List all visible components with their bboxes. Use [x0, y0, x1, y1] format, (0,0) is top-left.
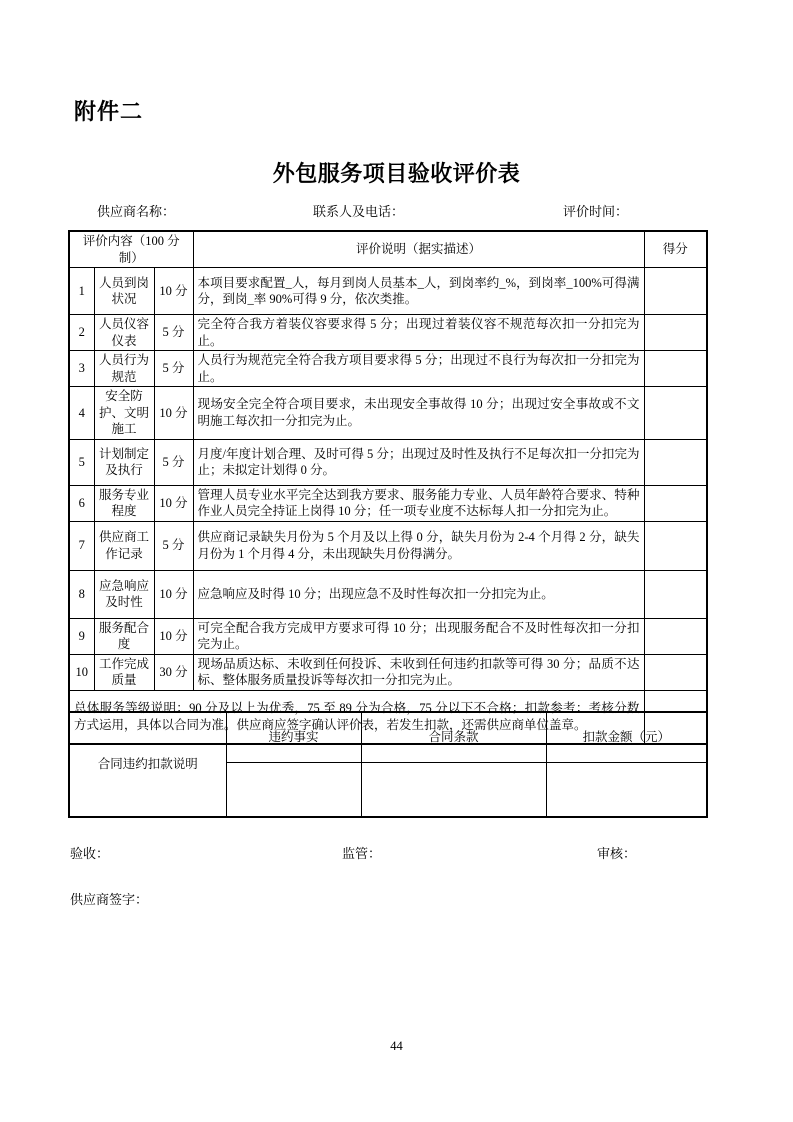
signature-supervision-label: 监管： — [342, 846, 382, 861]
row-number: 1 — [69, 268, 94, 315]
item-name: 服务配合度 — [94, 618, 154, 654]
header-description: 评价说明（据实描述） — [193, 231, 644, 268]
table-row — [69, 570, 707, 618]
item-description: 人员行为规范完全符合我方项目要求得 5 分；出现过不良行为每次扣一分扣完为止。 — [193, 351, 644, 387]
item-description: 现场安全完全符合项目要求，未出现安全事故得 10 分；出现过安全事故或不文明施工每次扣一分扣完为止。 — [193, 387, 644, 440]
row-number: 7 — [69, 521, 94, 570]
item-points: 30 分 — [154, 654, 193, 690]
header-content: 评价内容（100 分制） — [69, 231, 193, 268]
item-points: 5 分 — [154, 439, 193, 485]
evaluation-time-label: 评价时间： — [563, 204, 629, 219]
item-points: 10 分 — [154, 570, 193, 618]
item-name: 人员仪容仪表 — [94, 315, 154, 351]
row-number: 2 — [69, 315, 94, 351]
row-number: 10 — [69, 654, 94, 690]
row-number: 8 — [69, 570, 94, 618]
item-points: 5 分 — [154, 521, 193, 570]
supplier-name-label: 供应商名称： — [97, 204, 176, 219]
item-points: 10 分 — [154, 485, 193, 521]
table-row — [69, 439, 707, 485]
item-name: 计划制定及执行 — [94, 439, 154, 485]
table-row — [69, 618, 707, 654]
item-name: 安全防护、文明施工 — [94, 387, 154, 440]
item-name: 应急响应及时性 — [94, 570, 154, 618]
supplier-signature-label: 供应商签字： — [70, 892, 149, 907]
penalty-header-violation: 违约事实 — [226, 712, 361, 762]
score-cell — [644, 618, 707, 654]
signature-acceptance-label: 验收： — [70, 846, 110, 861]
evaluation-table — [68, 230, 708, 745]
summary-note: 总体服务等级说明：90 分及以上为优秀，75 至 89 分为合格，75 分以下不合格；扣款参考：考核分数方式运用，具体以合同为准。供应商应签字确认评价表，若发生扣款，还需供应商单位盖章。 — [69, 690, 644, 744]
penalty-cell-amount — [546, 762, 707, 817]
penalty-table — [68, 711, 708, 818]
item-description: 可完全配合我方完成甲方要求可得 10 分；出现服务配合不及时性每次扣一分扣完为止。 — [193, 618, 644, 654]
row-number: 4 — [69, 387, 94, 440]
item-name: 供应商工作记录 — [94, 521, 154, 570]
item-description: 供应商记录缺失月份为 5 个月及以上得 0 分，缺失月份为 2-4 个月得 2 分，缺失月份为 1 个月得 4 分，未出现缺失月份得满分。 — [193, 521, 644, 570]
item-description: 管理人员专业水平完全达到我方要求、服务能力专业、人员年龄符合要求、特种作业人员完全持证上岗得 10 分；任一项专业度不达标每人扣一分扣完为止。 — [193, 485, 644, 521]
item-description: 应急响应及时得 10 分；出现应急不及时性每次扣一分扣完为止。 — [193, 570, 644, 618]
page-title: 外包服务项目验收评价表 — [272, 161, 521, 186]
penalty-header-amount: 扣款金额（元） — [546, 712, 707, 762]
score-cell — [644, 439, 707, 485]
score-cell — [644, 315, 707, 351]
row-number: 6 — [69, 485, 94, 521]
item-description: 现场品质达标、未收到任何投诉、未收到任何违约扣款等可得 30 分；品质不达标、整体服务质量投诉等每次扣一分扣完为止。 — [193, 654, 644, 690]
table-header-row — [69, 231, 707, 268]
penalty-cell-violation — [226, 762, 361, 817]
score-cell — [644, 654, 707, 690]
penalty-header-row — [69, 712, 707, 762]
table-row — [69, 387, 707, 440]
row-number: 9 — [69, 618, 94, 654]
item-points: 10 分 — [154, 387, 193, 440]
row-number: 3 — [69, 351, 94, 387]
item-description: 月度/年度计划合理、及时可得 5 分；出现过及时性及执行不足每次扣一分扣完为止；未拟定计划得 0 分。 — [193, 439, 644, 485]
attachment-label: 附件二 — [74, 99, 144, 124]
item-name: 人员到岗状况 — [94, 268, 154, 315]
score-cell — [644, 485, 707, 521]
table-row — [69, 654, 707, 690]
row-number: 5 — [69, 439, 94, 485]
score-cell — [644, 387, 707, 440]
item-points: 10 分 — [154, 618, 193, 654]
score-cell — [644, 570, 707, 618]
penalty-cell-contract — [361, 762, 546, 817]
penalty-section-label: 合同违约扣款说明 — [69, 712, 226, 817]
item-name: 人员行为规范 — [94, 351, 154, 387]
contact-phone-label: 联系人及电话： — [313, 204, 405, 219]
item-points: 5 分 — [154, 351, 193, 387]
item-description: 完全符合我方着装仪容要求得 5 分；出现过着装仪容不规范每次扣一分扣完为止。 — [193, 315, 644, 351]
score-cell — [644, 521, 707, 570]
score-cell — [644, 351, 707, 387]
signature-review-label: 审核： — [597, 846, 637, 861]
item-name: 服务专业程度 — [94, 485, 154, 521]
table-row — [69, 315, 707, 351]
page-number: 44 — [390, 1039, 403, 1053]
table-row — [69, 351, 707, 387]
table-row — [69, 521, 707, 570]
table-row — [69, 485, 707, 521]
header-score: 得分 — [644, 231, 707, 268]
item-name: 工作完成质量 — [94, 654, 154, 690]
table-row — [69, 268, 707, 315]
score-cell — [644, 268, 707, 315]
penalty-header-contract: 合同条款 — [361, 712, 546, 762]
item-points: 5 分 — [154, 315, 193, 351]
item-description: 本项目要求配置_人，每月到岗人员基本_人，到岗率约_%，到岗率_100%可得满分，到岗_率 90%可得 9 分，依次类推。 — [193, 268, 644, 315]
item-points: 10 分 — [154, 268, 193, 315]
